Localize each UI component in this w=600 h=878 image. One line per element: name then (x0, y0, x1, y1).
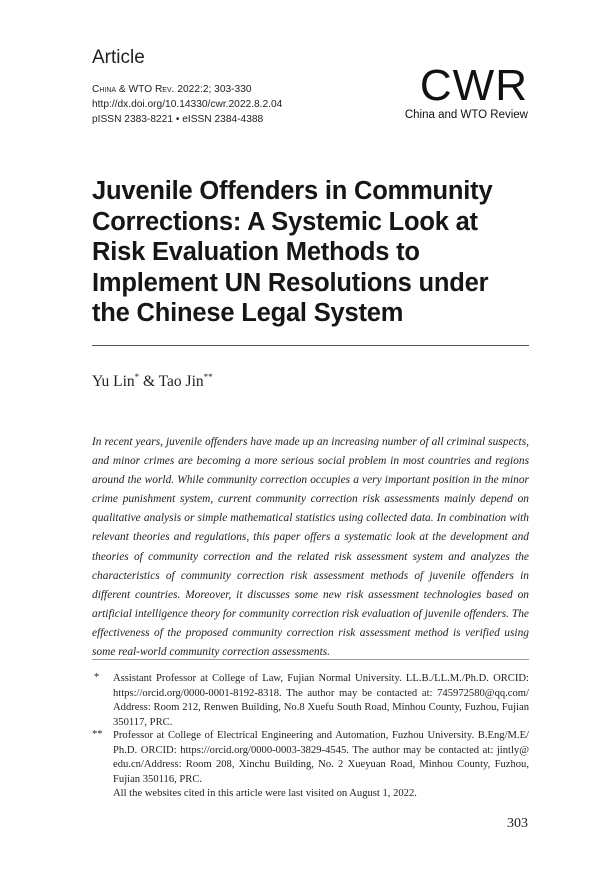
author-footnote-mark-1[interactable]: * (134, 372, 140, 382)
footnote-2: Professor at College of Electrical Engineering and Automation, Fuzhou University. B.Eng/M.E/ Ph.D. ORCID: https://orcid.org/0000-0003-3829-4545. The author may be contacted at: jintly@ edu.cn/Address: Room 208, Xinchu Building, No. 2 Xueyuan Road, Minhou County, Fuzhou, Fujian 350116, PRC. (113, 730, 529, 785)
journal-abbrev: China & WTO Rev. (92, 84, 175, 95)
issn-line: pISSN 2383-8221 • eISSN 2384-4388 (92, 114, 264, 125)
footnote-website-note: All the websites cited in this article were last visited on August 1, 2022. (113, 788, 417, 799)
footnote-divider (92, 659, 529, 660)
journal-logo (404, 61, 528, 121)
author-separator: & (139, 373, 159, 390)
citation-volume: 2022:2; 303-330 (177, 84, 252, 95)
doi-link[interactable]: http://dx.doi.org/10.14330/cwr.2022.8.2.04 (92, 99, 283, 110)
abstract-text: In recent years, juvenile offenders have made up an increasing number of all criminal suspects, and minor crimes are becoming a more serious social problem in most countries and regions around the world. While community correction occupies a very important position in the minor crime punishment system, current community correction risk assessments mainly depend on qualitative analysis or simple mathematical statistics using collected data. In combination with relevant theories and regulations, this paper offers a systematic look at the development and theories of community correction and the related risk assessment system and analyzes the characteristics of community correction risk assessment methods of juvenile offenders in different countries. Moreover, it discusses some new risk assessment technologies based on artificial intelligence theory for community correction risk evaluation of juvenile offenders. The effectiveness of the proposed community correction risk assessment method is verified using some real-world community correction assessments. (92, 436, 529, 659)
logo-subtitle: China and WTO Review (404, 109, 528, 121)
footnote-1: Assistant Professor at College of Law, Fujian Normal University. LL.B./LL.M./Ph.D. ORCID: https://orcid.org/0000-0001-8192-8318. The author may be contacted at: 745972580@qq.com/ Address: Room 212, Renwen Building, No.8 Xuefu South Road, Minhou County, Fuzhou, Fujian 350117, PRC. (113, 673, 529, 728)
citation-block (92, 82, 282, 127)
article-label: Article (92, 47, 145, 68)
footnote-marker-2: ** (92, 729, 103, 740)
footnote-marker-1: * (94, 672, 100, 683)
author-footnote-mark-2[interactable]: ** (203, 372, 213, 382)
logo-wordmark: CWR (419, 61, 528, 110)
journal-citation (92, 82, 282, 97)
paper-title: Juvenile Offenders in Community Corrections: A Systemic Look at Risk Evaluation Methods to Implement UN Resolutions under the Chinese Legal System (92, 177, 493, 327)
page-number: 303 (507, 816, 528, 831)
author-name-1: Yu Lin (92, 373, 135, 390)
title-divider (92, 345, 529, 346)
author-name-2: Tao Jin (158, 373, 204, 390)
author-line (92, 372, 213, 391)
